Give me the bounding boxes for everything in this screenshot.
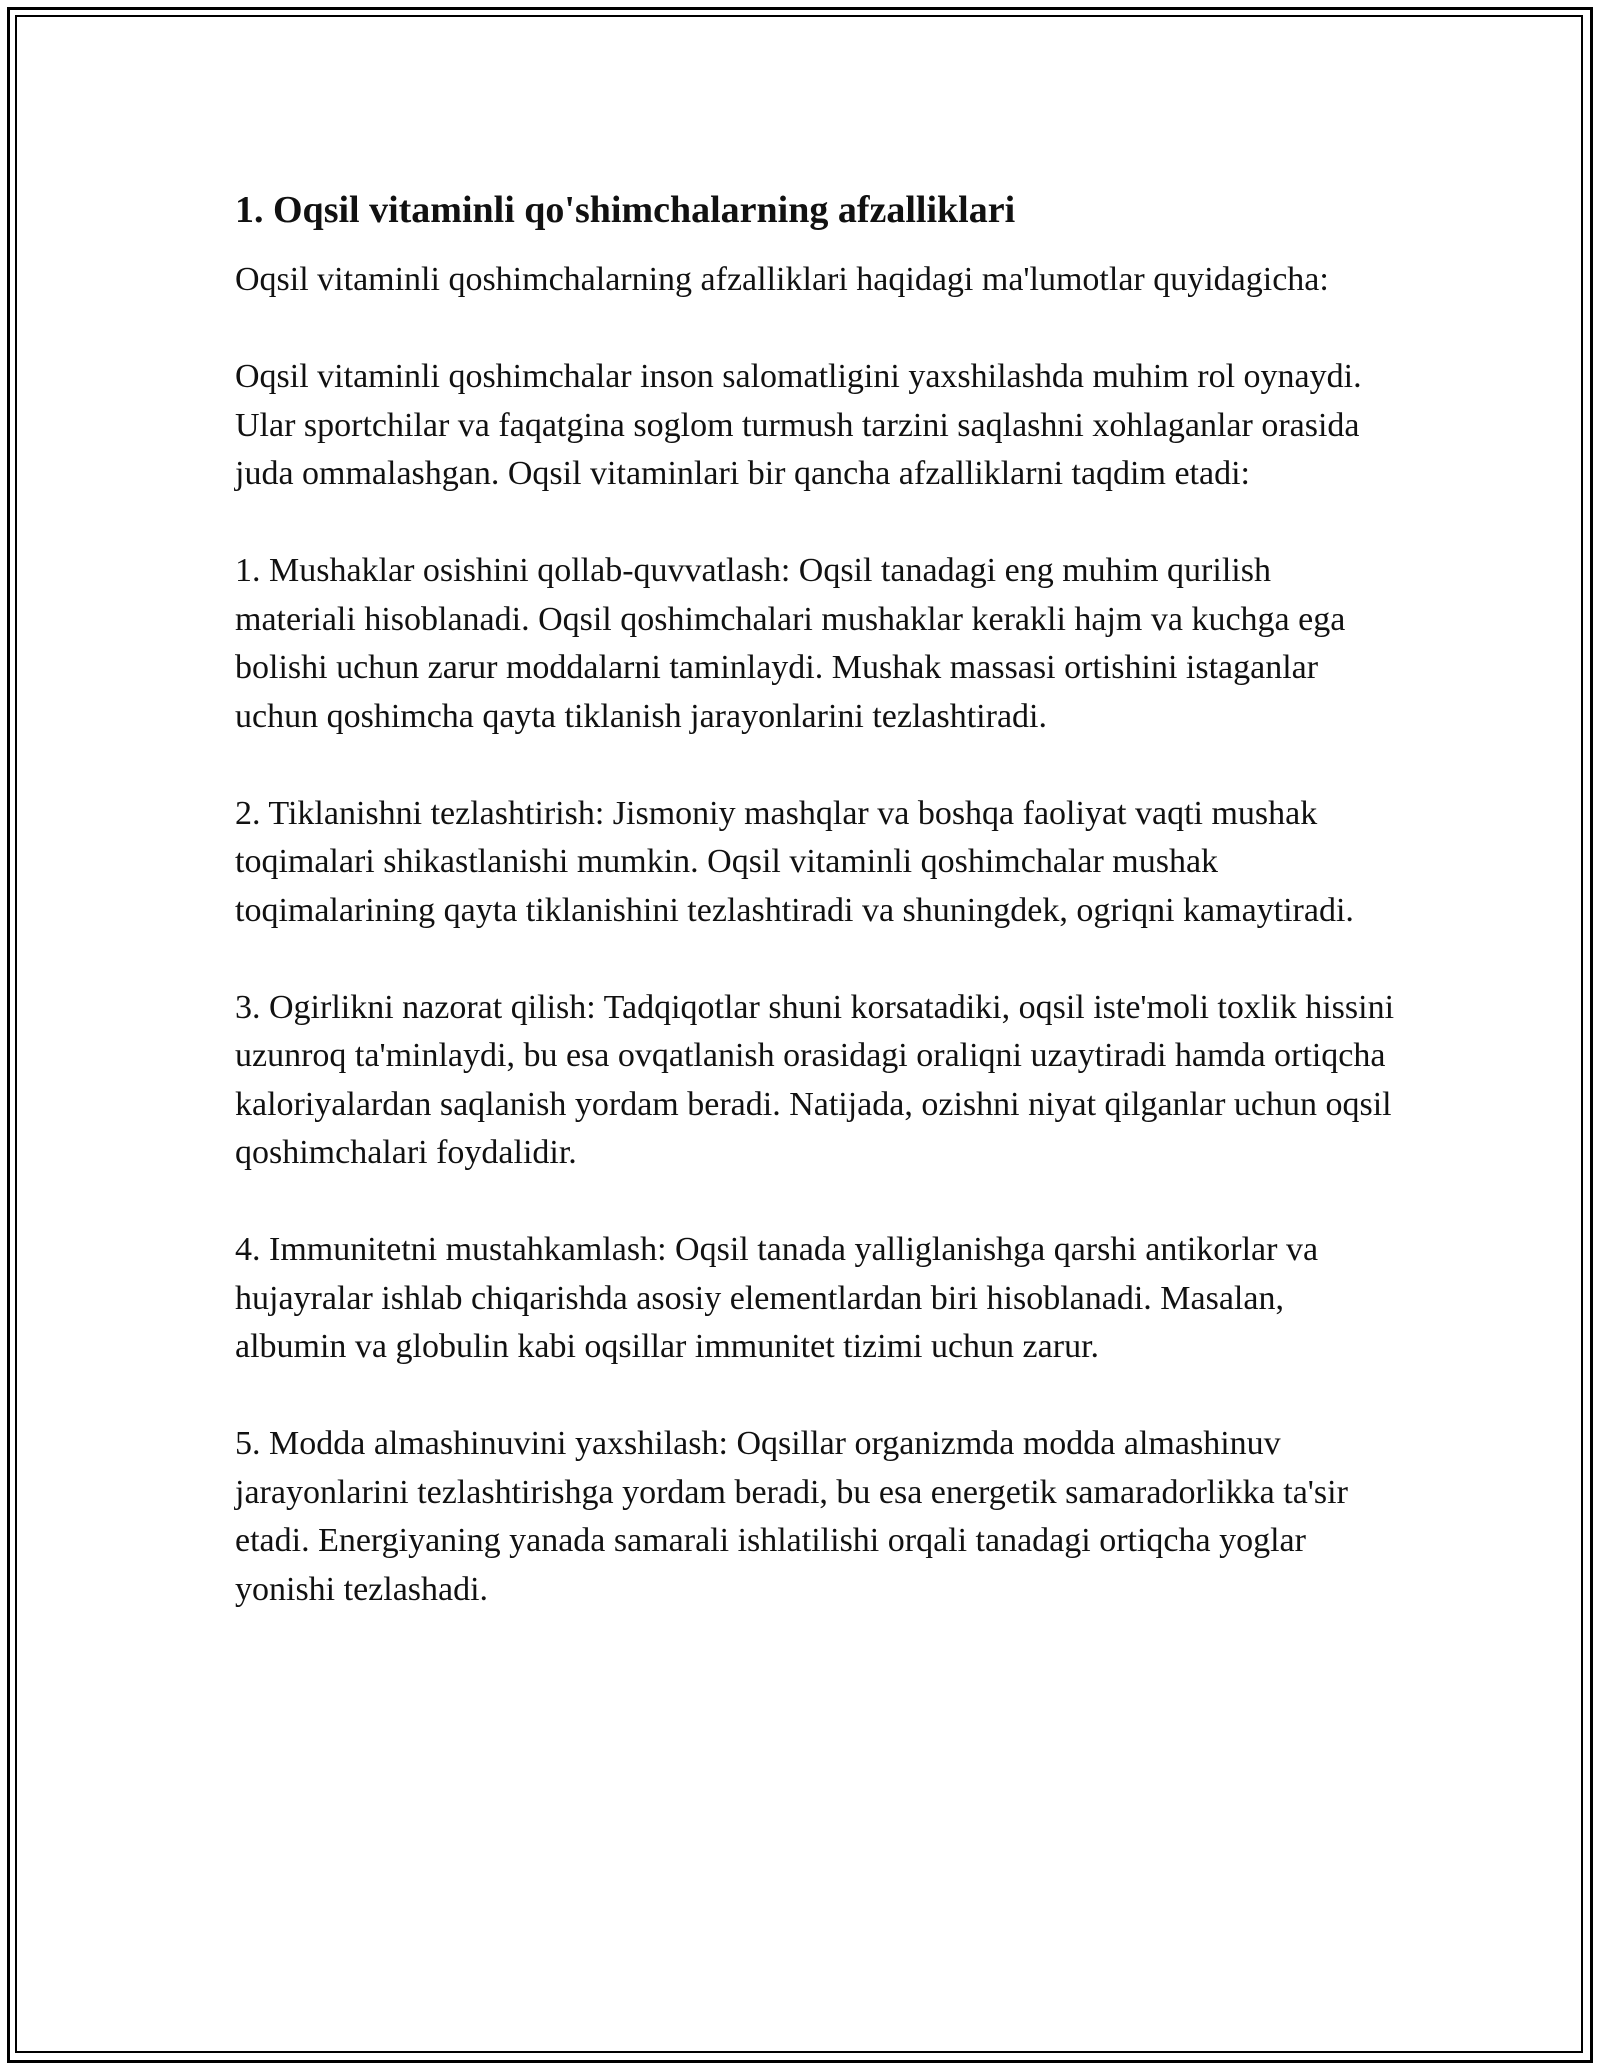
- document-title: 1. Oqsil vitaminli qo'shimchalarning afzalliklari: [235, 189, 1016, 231]
- benefit-metabolism: 5. Modda almashinuvini yaxshilash: Oqsillar organizmda modda almashinuv jarayonlarini tezlashtirishga yordam beradi, bu esa energetik samaradorlikka ta'sir etadi. Energiyaning yanada samarali ishlatilishi orqali tanadagi ortiqcha yoglar yonishi tezlashadi.: [235, 1425, 1348, 1608]
- benefit-recovery: 2. Tiklanishni tezlashtirish: Jismoniy mashqlar va boshqa faoliyat vaqti mushak toqimalari shikastlanishi mumkin. Oqsil vitaminli qoshimchalar mushak toqimalarining qayta tiklanishini tezlashtiradi va shuningdek, ogriqni kamaytiradi.: [235, 794, 1354, 929]
- document-body: [235, 186, 1395, 1663]
- overview-paragraph: Oqsil vitaminli qoshimchalar inson salomatligini yaxshilashda muhim rol oynaydi. Ular sportchilar va faqatgina soglom turmush tarzini saqlashni xohlaganlar orasida juda ommalashgan. Oqsil vitaminlari bir qancha afzalliklarni taqdim etadi:: [235, 358, 1362, 492]
- intro-paragraph: Oqsil vitaminli qoshimchalarning afzalliklari haqidagi ma'lumotlar quyidagicha:: [235, 261, 1329, 298]
- benefit-immunity: 4. Immunitetni mustahkamlash: Oqsil tanada yalliglanishga qarshi antikorlar va hujayralar ishlab chiqarishda asosiy elementlardan biri hisoblanadi. Masalan, albumin va globulin kabi oqsillar immunitet tizimi uchun zarur.: [235, 1231, 1319, 1365]
- benefit-weight-control: 3. Ogirlikni nazorat qilish: Tadqiqotlar shuni korsatadiki, oqsil iste'moli toxlik hissini uzunroq ta'minlaydi, bu esa ovqatlanish orasidagi oraliqni uzaytiradi hamda ortiqcha kaloriyalardan saqlanish yordam beradi. Natijada, ozishni niyat qilganlar uchun oqsil qoshimchalari foydalidir.: [235, 988, 1395, 1171]
- benefit-muscle-growth: 1. Mushaklar osishini qollab-quvvatlash: Oqsil tanadagi eng muhim qurilish materiali hisoblanadi. Oqsil qoshimchalari mushaklar kerakli hajm va kuchga ega bolishi uchun zarur moddalarni taminlaydi. Mushak massasi ortishini istaganlar uchun qoshimcha qayta tiklanish jarayonlarini tezlashtiradi.: [235, 552, 1346, 735]
